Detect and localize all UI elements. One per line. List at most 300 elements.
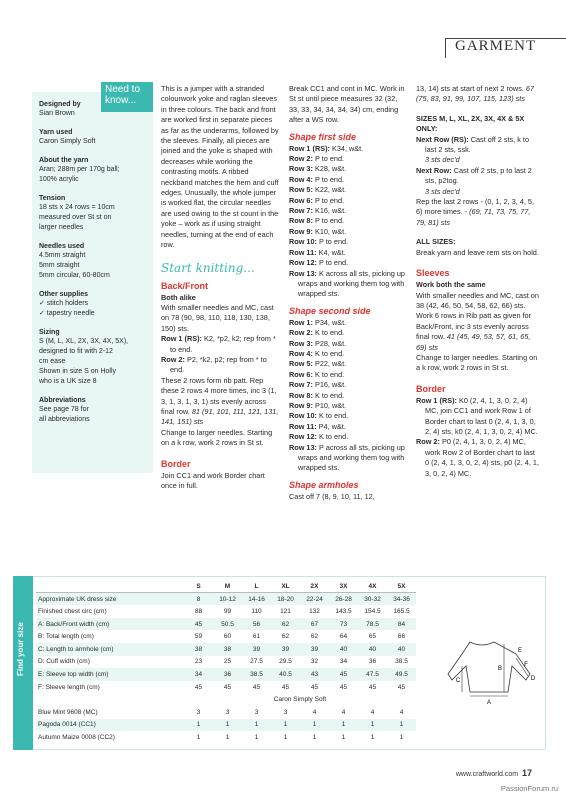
row-label: Row 1 (RS):	[416, 395, 457, 405]
row-text: P to end.	[314, 195, 345, 205]
yarn-header-row	[36, 693, 416, 706]
row-instruction	[289, 339, 409, 349]
size-cell: 45	[368, 683, 377, 691]
dec-note: 3 sts dec'd	[425, 186, 460, 196]
row-label: Row 11:	[289, 247, 317, 257]
border-text: Join CC1 and work Border chart once in full.	[161, 470, 265, 490]
row-label: Next Row:	[416, 165, 452, 175]
size-cell: 36	[368, 658, 377, 666]
sidebar-heading: Needles used	[39, 243, 85, 250]
yarn-header: Caron Simply Soft	[273, 696, 327, 704]
work-both-label: Work both the same	[416, 280, 486, 290]
armholes-continued	[416, 84, 540, 105]
row-label: Row 2:	[289, 154, 313, 164]
dim-label-d: D	[530, 676, 536, 682]
size-cell: 45	[223, 683, 232, 691]
size-cell: 4	[312, 708, 317, 716]
size-row-label: Blue Mint 9608 (MC)	[38, 708, 98, 716]
size-cell: 39	[271, 643, 300, 656]
row-text: K to end.	[314, 328, 345, 338]
size-cell: 27.5	[250, 658, 263, 666]
row-instruction	[289, 196, 409, 206]
size-cell: 1	[213, 719, 242, 732]
sidebar-heading: Tension	[39, 195, 66, 202]
row-label: Row 5:	[289, 185, 313, 195]
size-cell: 29.5	[279, 658, 292, 666]
sidebar-section	[39, 396, 146, 425]
row-label: Row 10:	[289, 237, 317, 247]
size-cell: 38.5	[242, 668, 271, 681]
size-header-row	[36, 580, 416, 593]
sidebar-line: 5mm circular, 60-80cm	[39, 272, 110, 279]
size-row	[36, 706, 416, 719]
row-label: Row 13:	[289, 442, 317, 452]
row-label: Row 4:	[289, 348, 313, 358]
sidebar-line: larger needles	[39, 224, 84, 231]
all-sizes-heading: ALL SIZES:	[416, 237, 456, 247]
size-cell: 45	[194, 683, 203, 691]
size-cell: 40.5	[271, 668, 300, 681]
size-cell: 45	[329, 668, 358, 681]
border-row-1	[416, 396, 540, 438]
section-title: GARMENT	[455, 38, 537, 54]
sidebar-line: designed to fit with 2-12	[39, 348, 113, 355]
row-instruction	[289, 443, 409, 474]
size-cell: 32	[310, 658, 319, 666]
size-cell: 4	[341, 708, 346, 716]
size-cell: 1	[254, 733, 259, 741]
row-text: P2, *k2, p2; rep from * to end.	[170, 354, 267, 375]
row-label: Row 12:	[289, 258, 317, 268]
row-text: K34, w&t.	[331, 143, 364, 153]
row-instruction	[289, 370, 409, 380]
row-instruction	[289, 175, 409, 185]
sidebar-line: Shown in size S on Holly	[39, 368, 117, 375]
row-instruction	[289, 432, 409, 442]
row-label: Row 1 (RS):	[161, 334, 202, 344]
both-alike-label: Both alike	[161, 292, 196, 302]
row-text: P to end.	[319, 258, 349, 268]
sidebar-line: Aran; 288m per 170g ball;	[39, 166, 120, 173]
size-cell: 1	[341, 733, 346, 741]
size-cell: 64	[339, 633, 348, 641]
size-row	[36, 593, 416, 606]
row-text: K across all sts, picking up wraps and working them tog with wrapped sts.	[298, 268, 405, 299]
rib-instructions: These 2 rows form rib patt. Rep these 2 rows 4 more times, inc 3 (1, 3, 1, 3, 1, 3, 1) sts evenly across final row.	[161, 375, 277, 416]
size-cell: 4	[370, 708, 375, 716]
row-text: P to end.	[319, 237, 349, 247]
row-instruction	[289, 206, 409, 216]
size-cell: 143.5	[335, 607, 352, 615]
row-text: Cast off 2 sts, k to last 2 sts, ssk.	[425, 134, 529, 155]
size-cell: 59	[194, 633, 203, 641]
continue-text: Break CC1 and cont in MC. Work in St st until piece measures 32 (32, 33, 33, 34, 34, 34, 34) cm, ending after a WS row.	[289, 84, 405, 125]
size-row-label: E: Sleeve top width (cm)	[36, 668, 184, 681]
size-column-header: 3X	[329, 580, 358, 593]
next-row-2	[416, 166, 540, 187]
size-row	[36, 643, 416, 656]
row-instruction	[289, 391, 409, 401]
size-cell: 38	[184, 643, 213, 656]
row-label: Row 12:	[289, 432, 317, 442]
row-label: Row 1 (RS):	[289, 143, 330, 153]
row-2-instruction	[161, 355, 281, 376]
sleeves-change-needles: Change to larger needles. Starting on a k row, work 2 rows in St st.	[416, 352, 538, 373]
armholes-stitch-count: 67 (75, 83, 91, 99, 107, 115, 123) sts	[416, 84, 535, 104]
row-instruction	[289, 237, 409, 247]
row-instruction	[289, 227, 409, 237]
size-row	[36, 731, 416, 744]
header-spacer	[36, 580, 184, 593]
back-front-heading: Back/Front	[161, 280, 209, 291]
row-text: K0 (2, 4, 1, 3, 0, 2, 4) MC, join CC1 and work Row 1 of Border chart to last 0 (2, 4, 1, 3, 0, 2, 4) sts, k0 (2, 4, 1, 3, 0, 2, 4) MC.	[425, 395, 538, 436]
sidebar-line: who is a UK size 8	[39, 378, 97, 385]
size-cell: 34	[184, 668, 213, 681]
size-cell: 88	[194, 607, 203, 615]
size-cell: 154.5	[364, 607, 381, 615]
size-table	[36, 580, 416, 744]
sidebar-line: all abbreviations	[39, 416, 90, 423]
sidebar-heading: Sizing	[39, 329, 60, 336]
size-cell: 40	[358, 643, 387, 656]
size-cell: 1	[184, 719, 213, 732]
row-instruction	[289, 185, 409, 195]
garment-schematic	[440, 636, 540, 724]
size-cell: 45	[397, 683, 406, 691]
dim-label-b: B	[497, 666, 503, 672]
size-cell: 34	[339, 658, 348, 666]
sleeves-cast-on: With smaller needles and MC, cast on 38 (42, 46, 50, 54, 58, 62, 66) sts.	[416, 290, 539, 310]
sleeve-border-heading: Border	[416, 383, 446, 394]
size-cell: 38.5	[395, 658, 408, 666]
row-text: K to end.	[314, 390, 345, 400]
yarn-header-spacer	[36, 693, 184, 706]
size-cell: 34-36	[387, 593, 416, 606]
row-label: Row 8:	[289, 216, 313, 226]
sidebar-line: Sian Brown	[39, 110, 75, 117]
size-row-label: F: Sleeve length (cm)	[38, 683, 100, 691]
row-label: Row 6:	[289, 369, 313, 379]
shape-first-side-heading: Shape first side	[289, 131, 357, 142]
repeat-instructions: Rep the last 2 rows - (0, 1, 2, 3, 4, 5, 6) more times.	[416, 197, 535, 217]
size-column-header: XL	[271, 580, 300, 593]
size-cell: 121	[280, 607, 291, 615]
row-instruction	[289, 216, 409, 226]
dim-label-f: F	[524, 662, 528, 668]
size-row	[36, 630, 416, 643]
row-label: Row 3:	[289, 338, 313, 348]
row-instruction	[289, 154, 409, 164]
sleeves-rib-text: Work 6 rows in Rib patt as given for Back/Front, inc 3 sts evenly across final row.	[416, 311, 532, 342]
watermark-text: PassionForum.ru	[500, 784, 558, 793]
size-cell: 65	[368, 633, 377, 641]
dim-label-e: E	[517, 648, 523, 654]
size-cell: 62	[281, 633, 290, 641]
shape-armholes-heading: Shape armholes	[289, 479, 359, 490]
size-column-header: S	[184, 580, 213, 593]
row-instruction	[289, 380, 409, 390]
row-instruction	[289, 411, 409, 421]
sidebar-line: ✓ stitch holders	[39, 300, 89, 307]
sidebar-line: Caron Simply Soft	[39, 138, 96, 145]
dim-label-c: C	[455, 678, 461, 684]
sidebar-heading: Yarn used	[39, 129, 73, 136]
row-label: Row 13:	[289, 268, 317, 278]
column-2	[289, 84, 409, 502]
size-cell: 78.5	[358, 618, 387, 631]
size-cell: 67	[300, 618, 329, 631]
size-cell: 30-32	[358, 593, 387, 606]
repeat-text	[416, 197, 540, 228]
row-text: K to end.	[314, 348, 345, 358]
find-your-size-strip	[13, 576, 33, 750]
need-to-know-badge: Need to know...	[101, 82, 153, 112]
size-cell: 25	[223, 658, 232, 666]
size-cell: 47.5	[358, 668, 387, 681]
size-row	[36, 668, 416, 681]
rib-stitch-count: 81 (91, 101, 111, 121, 131, 141, 151) sts	[161, 406, 279, 427]
row-instruction	[289, 318, 409, 328]
size-cell: 3	[283, 708, 288, 716]
sidebar-line: S (M, L, XL, 2X, 3X, 4X, 5X),	[39, 338, 129, 345]
next-row-1	[416, 135, 540, 156]
page-number: 17	[521, 768, 532, 778]
sidebar-section	[39, 128, 146, 147]
all-sizes-text: Break yarn and leave rem sts on hold.	[416, 247, 539, 257]
row-label: Row 2:	[416, 437, 440, 447]
row-label: Next Row (RS):	[416, 134, 469, 144]
row-text: P22, w&t.	[314, 359, 347, 369]
size-cell: 1	[370, 733, 375, 741]
sidebar-section	[39, 242, 146, 281]
row-1-instruction	[161, 334, 281, 355]
size-cell: 1	[242, 719, 271, 732]
size-cell: 84	[387, 618, 416, 631]
footer-url: www.craftworld.com	[455, 771, 519, 778]
size-row-label: D: Cuff width (cm)	[38, 658, 90, 666]
start-knitting-heading: Start knitting...	[161, 260, 255, 275]
row-label: Row 2:	[289, 328, 313, 338]
armholes-text: Cast off 7 (8, 9, 10, 11, 12,	[289, 491, 375, 501]
sidebar-line: 18 sts x 24 rows = 10cm	[39, 204, 115, 211]
row-text: P across all sts, picking up wraps and working them tog with wrapped sts.	[298, 442, 405, 473]
size-row-label: B: Total length (cm)	[38, 633, 94, 641]
row-label: Row 5:	[289, 359, 313, 369]
row-text: P10, w&t.	[314, 400, 347, 410]
row-instruction	[289, 401, 409, 411]
size-cell: 49.5	[387, 668, 416, 681]
size-cell: 1	[399, 733, 404, 741]
back-front-cast-on: With smaller needles and MC, cast on 78 (90, 98, 110, 118, 130, 138, 150) sts.	[161, 302, 274, 333]
size-cell: 73	[329, 618, 358, 631]
size-cell: 50.5	[213, 618, 242, 631]
size-column-header: 5X	[387, 580, 416, 593]
size-column-header: L	[242, 580, 271, 593]
row-label: Row 2:	[161, 354, 185, 364]
column-3	[416, 84, 540, 479]
sidebar-heading: Designed by	[39, 101, 81, 108]
armholes-continued-text: 13, 14) sts at start of next 2 rows.	[416, 84, 524, 93]
sleeves-rib	[416, 311, 540, 353]
sidebar-content	[39, 100, 146, 425]
size-cell: 132	[309, 607, 320, 615]
size-cell: 56	[242, 618, 271, 631]
size-cell: 36	[213, 668, 242, 681]
row-text: K4, w&t.	[318, 247, 346, 257]
size-cell: 1	[312, 733, 317, 741]
size-row-label: C: Length to armhole (cm)	[36, 643, 184, 656]
size-cell: 45	[184, 618, 213, 631]
row-label: Row 4:	[289, 174, 313, 184]
size-row-label: A: Back/Front width (cm)	[36, 618, 184, 631]
row-text: P34, w&t.	[314, 317, 347, 327]
size-cell: 14-16	[242, 593, 271, 606]
row-label: Row 11:	[289, 421, 317, 431]
size-cell: 45	[281, 683, 290, 691]
sleeves-stitch-count: 41 (45, 49, 53, 57, 61, 65, 69) sts	[416, 332, 531, 352]
row-instruction	[289, 164, 409, 174]
border-heading: Border	[161, 458, 191, 469]
row-instruction	[289, 422, 409, 432]
row-instruction	[289, 349, 409, 359]
row-text: P to end.	[314, 216, 345, 226]
row-instruction	[289, 258, 409, 268]
size-cell: 60	[223, 633, 232, 641]
sidebar-heading: Abbreviations	[39, 397, 86, 404]
size-cell: 38	[213, 643, 242, 656]
row-text: K22, w&t.	[314, 185, 347, 195]
size-cell: 3	[225, 708, 230, 716]
sidebar-section	[39, 328, 146, 387]
size-row-label: Pagoda 0014 (CC1)	[36, 719, 184, 732]
size-row	[36, 681, 416, 694]
size-cell: 45	[310, 683, 319, 691]
row-text: K to end.	[319, 411, 349, 421]
row-text: K2, *p2, k2; rep from * to end.	[170, 334, 276, 354]
repeat-stitch-count: - (69, 71, 73, 75, 77, 79, 81) sts	[416, 207, 531, 227]
size-column-header: 2X	[300, 580, 329, 593]
row-text: P16, w&t.	[314, 380, 347, 390]
row-instruction	[289, 269, 409, 300]
size-cell: 45	[339, 683, 348, 691]
sidebar-line: measured over St st on	[39, 214, 112, 221]
size-cell: 61	[252, 633, 261, 641]
size-cell: 3	[196, 708, 201, 716]
sidebar-section	[39, 290, 146, 319]
size-cell: 62	[310, 633, 319, 641]
first-side-rows	[289, 144, 409, 300]
size-row	[36, 656, 416, 669]
sidebar-heading: Other supplies	[39, 291, 89, 298]
sidebar-line: 100% acrylic	[39, 176, 79, 183]
row-label: Row 8:	[289, 390, 313, 400]
sidebar-heading: About the yarn	[39, 157, 89, 164]
size-cell: 165.5	[393, 607, 410, 615]
size-cell: 39	[242, 643, 271, 656]
column-1	[161, 84, 281, 491]
size-row	[36, 719, 416, 732]
sizes-only-heading: SIZES M, L, XL, 2X, 3X, 4X & 5X ONLY:	[416, 113, 525, 134]
size-cell: 3	[254, 708, 259, 716]
size-cell: 1	[225, 733, 230, 741]
size-cell: 1	[300, 719, 329, 732]
size-cell: 99	[223, 607, 232, 615]
row-text: K16, w&t.	[314, 206, 347, 216]
size-row	[36, 618, 416, 631]
row-label: Row 6:	[289, 195, 313, 205]
change-needles-text: Change to larger needles. Starting on a k row, work 2 rows in St st.	[161, 427, 273, 448]
row-label: Row 1:	[289, 317, 313, 327]
size-cell: 1	[283, 733, 288, 741]
row-label: Row 9:	[289, 226, 313, 236]
row-instruction	[289, 248, 409, 258]
size-cell: 110	[251, 607, 262, 615]
sidebar-section	[39, 194, 146, 233]
row-label: Row 7:	[289, 380, 313, 390]
need-to-know-sidebar	[32, 92, 153, 473]
intro-text: This is a jumper with a stranded colourwork yoke and raglan sleeves in three colours. The back and front are worked first in separate pieces as far as the underarms, followed by the sleeves. Finally, all pieces are joined and the yoke is shaped with decreases while working the contrasting motifs. A ribbed neckband matches the hem and cuff edges. Unusually, the whole jumper is worked flat, the circular needles are used owing to the st count in the yoke – work as if using straight needles, turning at the end of each row.	[161, 84, 279, 250]
row-instruction	[289, 359, 409, 369]
second-side-rows	[289, 318, 409, 474]
row-text: K28, w&t.	[314, 164, 347, 174]
size-cell: 1	[196, 733, 201, 741]
sidebar-line: See page 78 for	[39, 406, 89, 413]
size-cell: 40	[387, 643, 416, 656]
row-instruction	[289, 328, 409, 338]
sleeves-heading: Sleeves	[416, 268, 450, 279]
size-row-label: Autumn Maize 0008 (CC2)	[38, 733, 115, 741]
size-cell: 45	[252, 683, 261, 691]
dec-note: 3 sts dec'd	[425, 155, 460, 165]
size-cell: 1	[271, 719, 300, 732]
sidebar-line: 4.5mm straight	[39, 252, 86, 259]
row-text: K to end.	[314, 369, 345, 379]
row-instruction	[289, 144, 409, 154]
row-text: P to end.	[314, 154, 345, 164]
size-row-label: Approximate UK dress size	[36, 593, 184, 606]
size-cell: 4	[399, 708, 404, 716]
size-cell: 43	[300, 668, 329, 681]
dim-label-a: A	[486, 700, 492, 706]
row-label: Row 9:	[289, 400, 313, 410]
size-cell: 66	[397, 633, 406, 641]
shape-second-side-heading: Shape second side	[289, 305, 371, 316]
size-cell: 26-28	[329, 593, 358, 606]
size-row-label: Finished chest circ (cm)	[38, 607, 107, 615]
size-cell: 8	[184, 593, 213, 606]
sidebar-section	[39, 156, 146, 185]
row-text: P28, w&t.	[314, 338, 347, 348]
size-row	[36, 605, 416, 618]
row-label: Row 7:	[289, 206, 313, 216]
row-text: K10, w&t.	[314, 226, 347, 236]
row-text: P0 (2, 4, 1, 3, 0, 2, 4) MC, work Row 2 of Border chart to last 0 (2, 4, 1, 3, 0, 2, 4) sts, p0 (2, 4, 1, 3, 0, 2, 4) MC.	[425, 437, 539, 478]
size-cell: 22-24	[300, 593, 329, 606]
find-your-size-label: Find your size	[16, 622, 25, 676]
sidebar-line: 5mm straight	[39, 262, 80, 269]
size-cell: 18-20	[271, 593, 300, 606]
size-cell: 23	[194, 658, 203, 666]
row-label: Row 3:	[289, 164, 313, 174]
size-cell: 62	[271, 618, 300, 631]
size-cell: 40	[329, 643, 358, 656]
page-footer	[456, 768, 532, 778]
sidebar-line: ✓ tapestry needle	[39, 310, 95, 317]
size-cell: 39	[300, 643, 329, 656]
row-label: Row 10:	[289, 411, 317, 421]
size-column-header: 4X	[358, 580, 387, 593]
size-cell: 1	[329, 719, 358, 732]
